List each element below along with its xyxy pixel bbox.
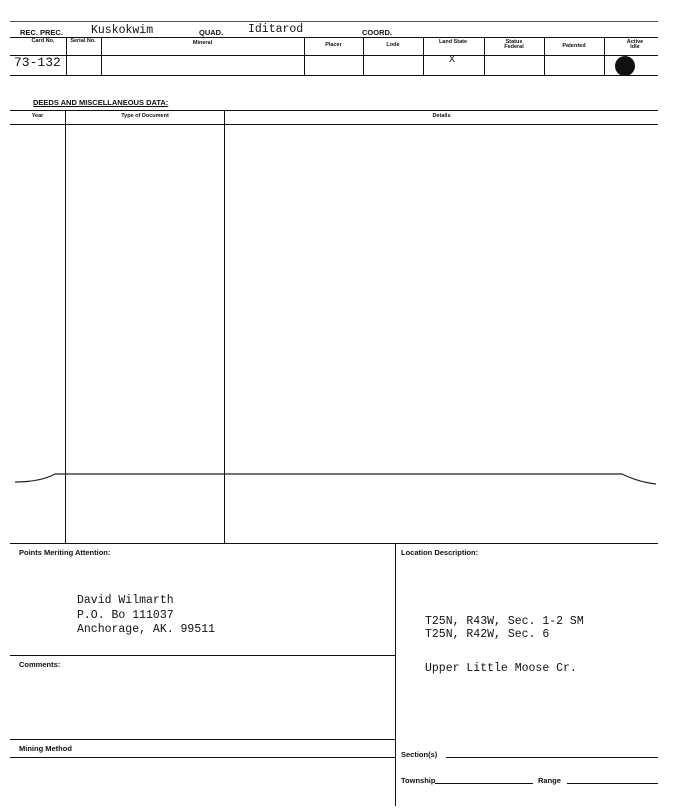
township-blank (435, 783, 533, 784)
row-bottom-rule (10, 75, 658, 76)
location-line-1: T25N, R43W, Sec. 1-2 SM (425, 615, 584, 628)
col-land-state: Land State (438, 39, 468, 45)
col-mineral: Mineral (192, 40, 213, 46)
points-line-1: David Wilmarth (77, 594, 174, 607)
col-div-6 (484, 38, 485, 75)
deeds-bottom-rule (10, 543, 658, 544)
col-header-rule (10, 55, 658, 56)
quad-label: QUAD. (199, 28, 224, 37)
col-type-of-document: Type of Document (121, 113, 169, 119)
col-status-federal: Status Federal (504, 39, 524, 50)
active-dot (615, 56, 635, 76)
location-line-3: Upper Little Moose Cr. (425, 662, 577, 675)
col-card-no: Card No. (31, 38, 55, 44)
points-label: Points Meriting Attention: (19, 548, 111, 557)
col-div-5 (423, 38, 424, 75)
col-patented: Patented (562, 43, 586, 49)
col-div-8 (604, 38, 605, 75)
comments-top-rule (10, 655, 395, 656)
col-year: Year (31, 113, 44, 119)
deeds-top-rule (10, 110, 658, 111)
mining-label: Mining Method (19, 744, 72, 753)
col-serial-no: Serial No. (70, 38, 96, 44)
range-label: Range (538, 776, 561, 785)
rec-prec-label: REC. PREC. (20, 28, 63, 37)
col-details: Details (432, 113, 451, 119)
location-label: Location Description: (401, 548, 479, 557)
coord-label: COORD. (362, 28, 392, 37)
points-line-2: P.O. Bo 111037 (77, 609, 174, 622)
lower-divider (395, 544, 396, 806)
township-label: Township (401, 776, 436, 785)
col-lode: Lode (386, 42, 400, 48)
land-state-mark: X (449, 55, 456, 66)
col-div-1 (66, 38, 67, 75)
rec-prec-value: Kuskokwim (91, 24, 154, 37)
points-line-3: Anchorage, AK. 99511 (77, 623, 216, 636)
deeds-header-rule (10, 124, 658, 125)
header-rule (10, 37, 658, 38)
card-no-value: 73-132 (14, 55, 61, 70)
location-line-2: T25N, R42W, Sec. 6 (425, 628, 550, 641)
sections-label: Section(s) (401, 750, 438, 759)
col-active-idle: Active Idle (626, 39, 644, 50)
quad-value: Iditarod (248, 23, 304, 36)
top-rule (10, 21, 658, 22)
mining-under-rule (10, 757, 395, 758)
col-placer: Placer (325, 42, 342, 48)
comments-label: Comments: (19, 660, 61, 669)
fold-line (10, 468, 658, 492)
mining-top-rule (10, 739, 395, 740)
deeds-title: DEEDS AND MISCELLANEOUS DATA: (33, 98, 169, 107)
sections-blank (446, 757, 658, 758)
range-blank (567, 783, 658, 784)
